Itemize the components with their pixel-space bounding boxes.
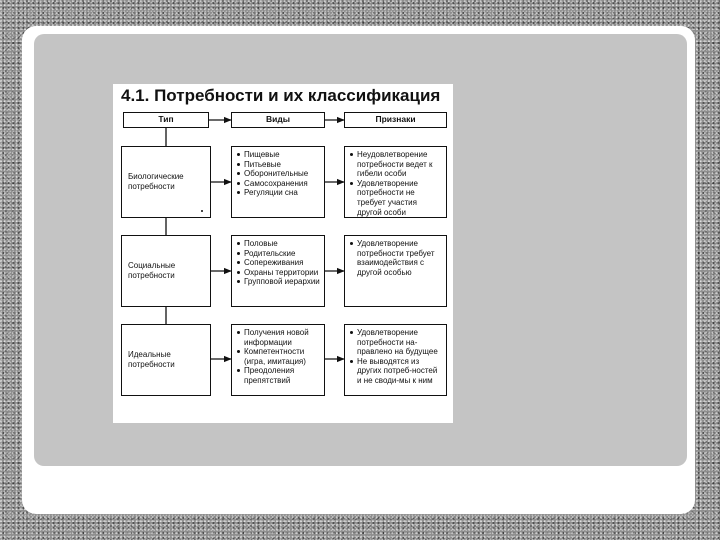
header-type: Тип <box>123 112 209 128</box>
list-item: Преодоления препятствий <box>237 366 320 385</box>
signs-social <box>344 235 447 307</box>
type-biological <box>121 146 211 218</box>
list-item: Родительские <box>237 249 320 259</box>
list-item: Компетентности (игра, имитация) <box>237 347 320 366</box>
type-ideal <box>121 324 211 396</box>
list-item: Неудовлетворение потребности ведет к гибели особи <box>350 150 442 179</box>
type-social <box>121 235 211 307</box>
list-item: Не выводятся из других потреб-ностей и не своди-мы к ним <box>350 357 442 386</box>
stray-mark <box>201 210 203 212</box>
list-item: Групповой иерархии <box>237 277 320 287</box>
type-biological-label: Биологические потребности <box>128 172 184 191</box>
header-signs: Признаки <box>344 112 447 128</box>
list-item: Получения новой информации <box>237 328 320 347</box>
list-item: Охраны территории <box>237 268 320 278</box>
list-item: Сопереживания <box>237 258 320 268</box>
list-item: Регуляции сна <box>237 188 320 198</box>
kinds-biological <box>231 146 325 218</box>
signs-ideal <box>344 324 447 396</box>
list-item: Пищевые <box>237 150 320 160</box>
list-item: Самосохранения <box>237 179 320 189</box>
type-ideal-label: Идеальные потребности <box>128 350 175 369</box>
list-item: Питьевые <box>237 160 320 170</box>
kinds-ideal <box>231 324 325 396</box>
list-item: Удовлетворение потребности на-правлено на будущее <box>350 328 442 357</box>
classification-figure <box>113 84 453 423</box>
figure-title: 4.1. Потребности и их классификация <box>121 86 441 105</box>
kinds-social <box>231 235 325 307</box>
signs-biological <box>344 146 447 218</box>
header-kinds: Виды <box>231 112 325 128</box>
list-item: Удовлетворение потребности требует взаимодействия с другой особью <box>350 239 442 277</box>
list-item: Удовлетворение потребности не требует участия другой особи <box>350 179 442 217</box>
type-social-label: Социальные потребности <box>128 261 176 280</box>
list-item: Оборонительные <box>237 169 320 179</box>
list-item: Половые <box>237 239 320 249</box>
